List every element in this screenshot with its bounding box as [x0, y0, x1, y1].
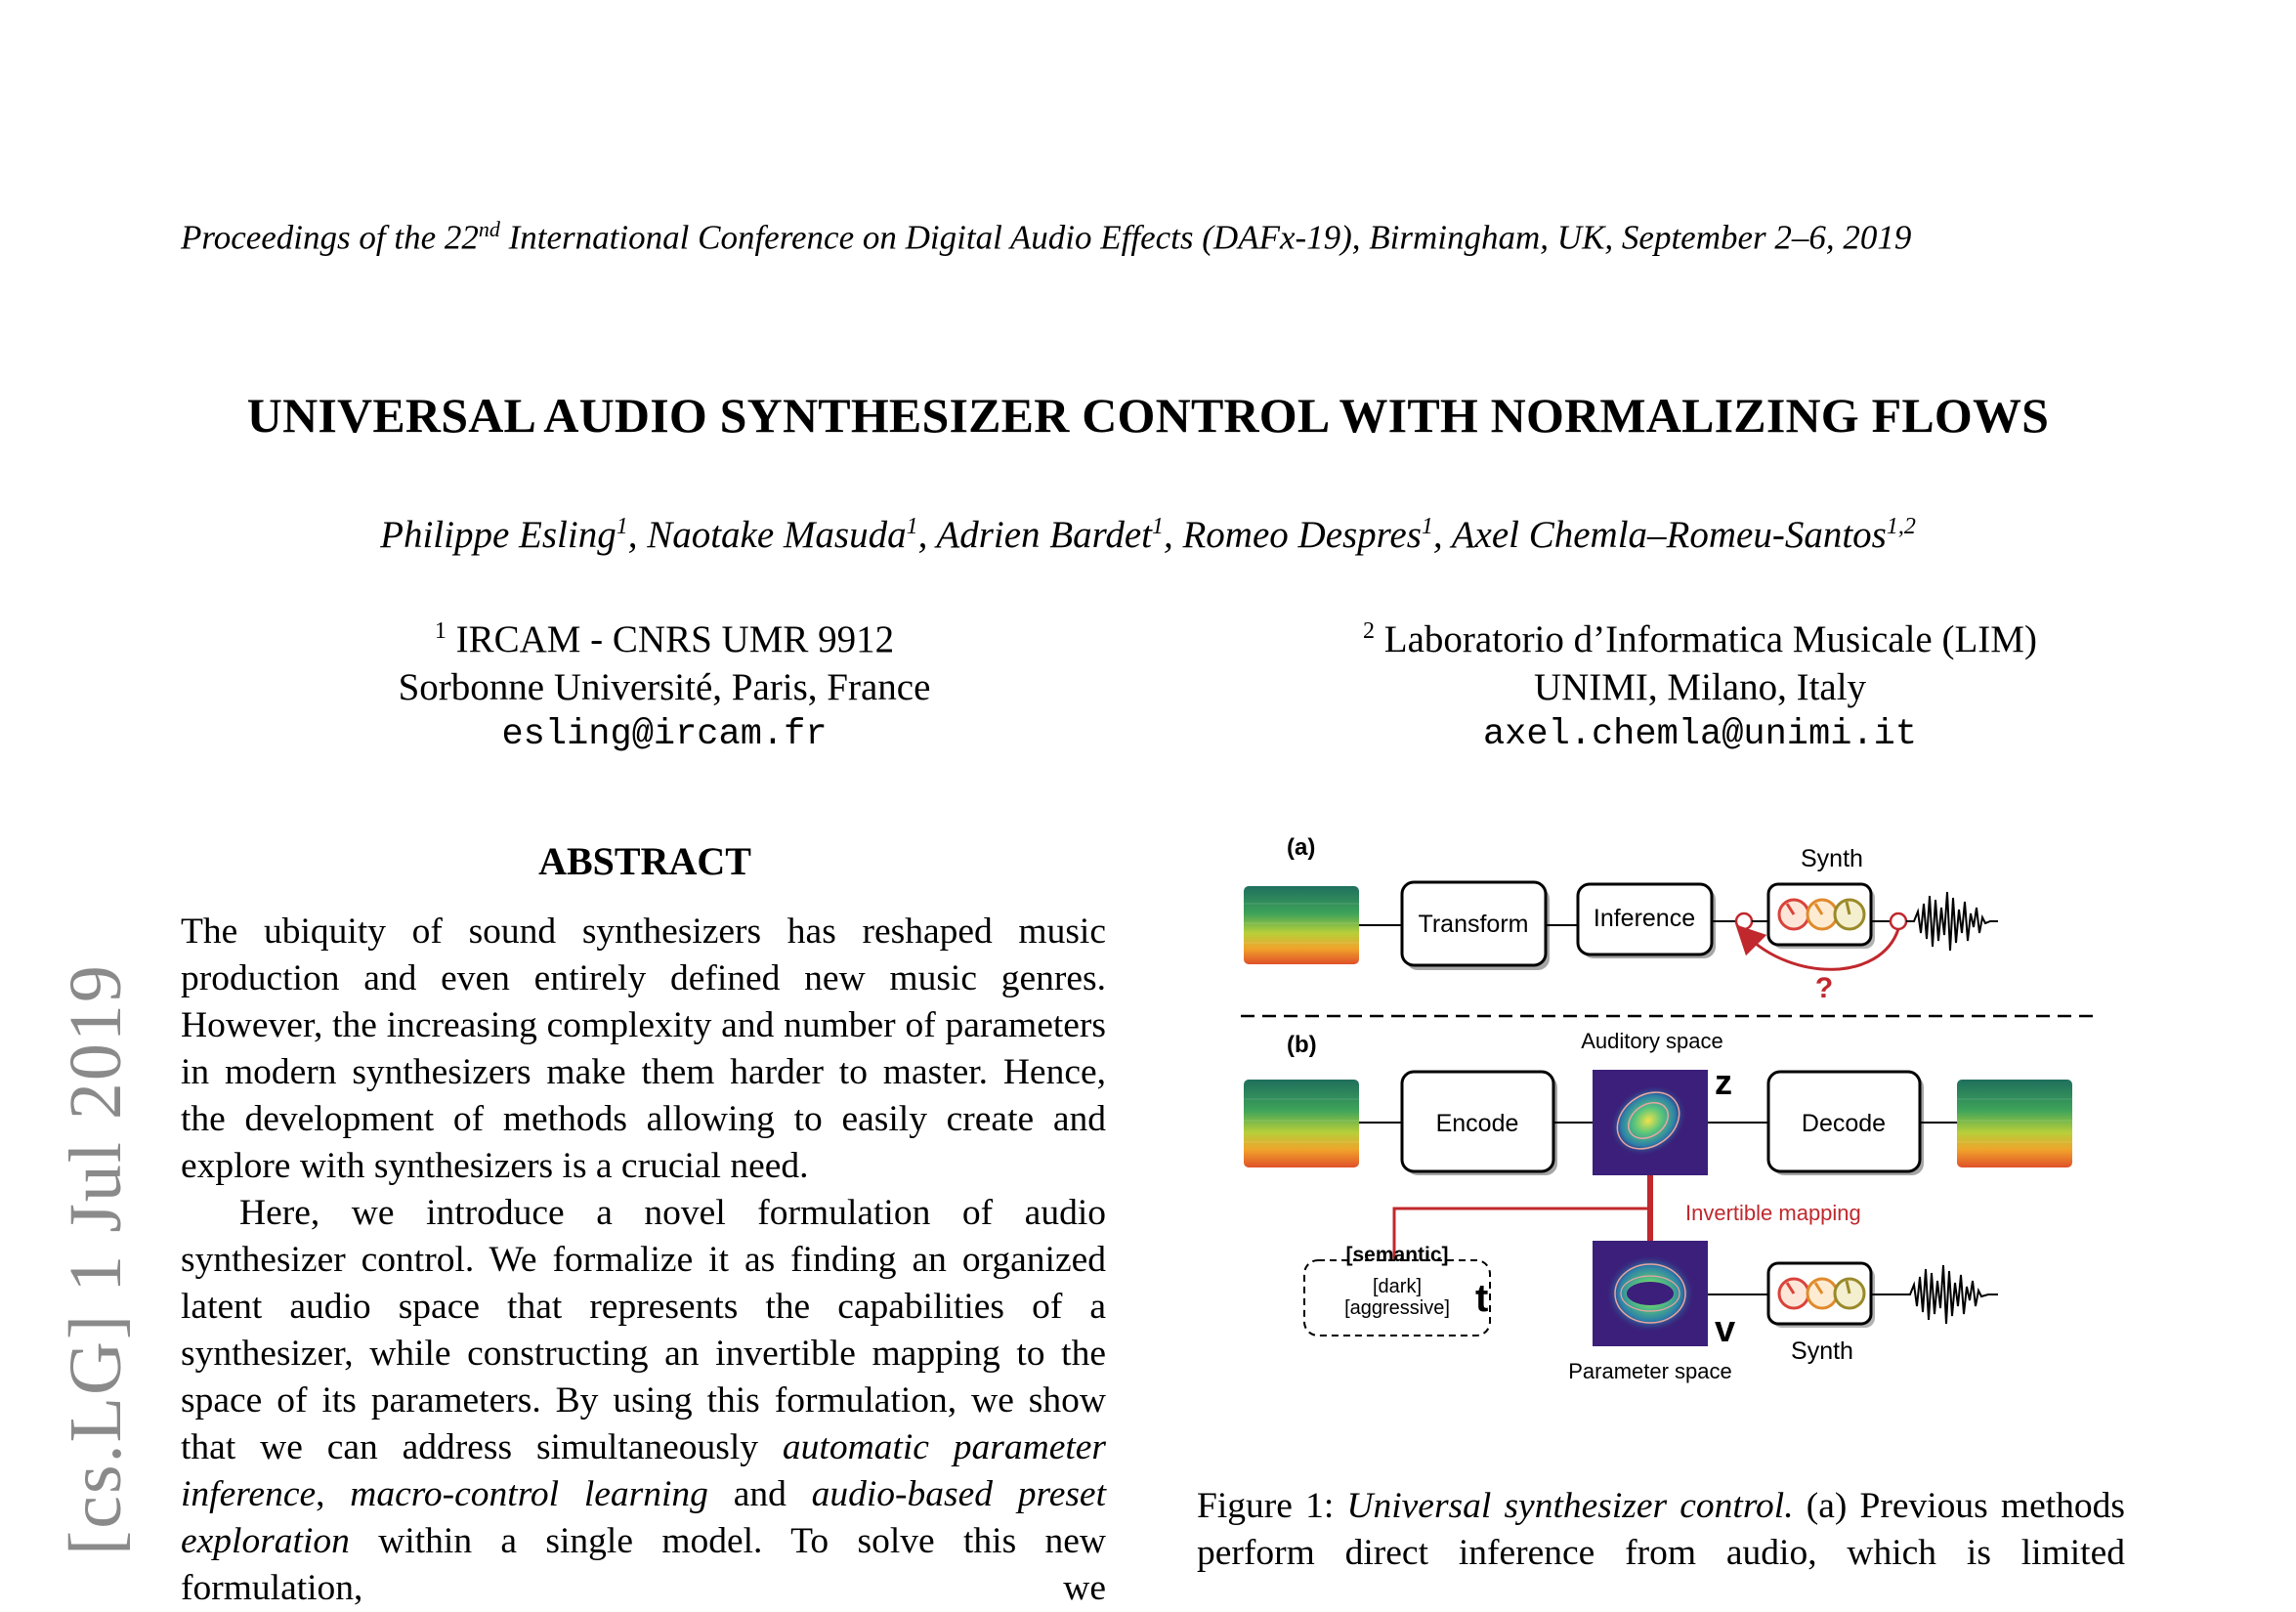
spectrogram-output-b [1957, 1080, 2072, 1167]
svg-text:Encode: Encode [1435, 1110, 1519, 1137]
semantic-tags-box [1304, 1244, 1490, 1336]
figure-caption: Figure 1: Universal synthesizer control. (a) Previous methods perform direct inference from audio, which is limited [1197, 1486, 2125, 1573]
waveform-output-b [1900, 1265, 1998, 1324]
svg-text:[dark]: [dark] [1372, 1276, 1423, 1297]
author: Philippe Esling$^1$, [380, 514, 648, 556]
parameter-space-v [1593, 1241, 1708, 1346]
waveform-output-a [1906, 892, 1998, 951]
parameter-space-label: Parameter space [1568, 1359, 1732, 1383]
paper-title: UNIVERSAL AUDIO SYNTHESIZER CONTROL WITH NORMALIZING FLOWS [246, 388, 2050, 443]
auditory-space-label: Auditory space [1581, 1029, 1723, 1053]
affiliation-2: $^2$ Laboratorio d’Informatica Musicale (LIM) UNIMI, Milano, Italy axel.chemla@unimi.it [1260, 608, 2140, 759]
abstract-paragraph: Here, we introduce a novel formulation of audio synthesizer control. We formalize it as finding an organized latent audio space that represents the capabilities of a synthesizer, while constructing an invertible mapping to the space of its parameters. By using this formulation, we show that we can address simultaneously automatic parameter inference, macro-control learning and audio-based preset exploration within a single model. To solve this new formulation, we [181, 1193, 1106, 1608]
synth-label-bottom: Synth [1791, 1337, 1853, 1365]
svg-text:Transform: Transform [1418, 911, 1529, 938]
author: Naotake Masuda$^1$, [647, 514, 937, 556]
inference-box [1578, 884, 1716, 958]
svg-text:Decode: Decode [1801, 1110, 1887, 1137]
author-list [0, 513, 2296, 557]
svg-text:[semantic]: [semantic] [1345, 1244, 1449, 1266]
encode-box [1402, 1072, 1557, 1175]
email-link[interactable]: esling@ircam.fr [501, 714, 828, 755]
decode-box [1768, 1072, 1924, 1175]
latent-space-z [1593, 1070, 1708, 1175]
panel-a-label: (a) [1287, 834, 1316, 861]
synth-label-top: Synth [1801, 845, 1863, 872]
abstract-paragraph: The ubiquity of sound synthesizers has reshaped music production and even entirely defined new music genres. However, the increasing complexity and number of parameters in modern synthesizers make them harder to master. Hence, the development of methods allowing to easily create and explore with synthesizers is a crucial need. [181, 912, 1106, 1186]
proceedings-header: Proceedings of the 22nd International Conference on Digital Audio Effects (DAFx-19), Birmingham, UK, September 2–6, 2019 [181, 217, 1912, 257]
figure-1 [1226, 826, 2105, 1402]
arxiv-side-stamp: [cs.LG] 1 Jul 2019 [55, 963, 137, 1555]
spectrogram-input-b [1244, 1080, 1359, 1167]
v-symbol: v [1715, 1309, 1736, 1350]
author: Romeo Despres$^1$, [1182, 514, 1452, 556]
affiliation-1: $^1$ IRCAM - CNRS UMR 9912 Sorbonne Université, Paris, France esling@ircam.fr [322, 608, 1006, 759]
invertible-mapping-label: Invertible mapping [1685, 1201, 1861, 1225]
panel-b-label: (b) [1287, 1032, 1317, 1058]
question-mark: ? [1814, 972, 1834, 1004]
author: Axel Chemla–Romeu-Santos$^{1,2}$ [1451, 514, 1916, 556]
t-symbol: t [1475, 1277, 1489, 1320]
synth-knobs-bottom [1768, 1263, 1875, 1328]
svg-text:Inference: Inference [1593, 905, 1696, 932]
abstract-body [181, 909, 1106, 1612]
abstract-heading: ABSTRACT [538, 839, 751, 883]
synth-knobs-top [1768, 884, 1875, 949]
svg-text:[aggressive]: [aggressive] [1344, 1297, 1450, 1319]
transform-box [1402, 882, 1550, 970]
spectrogram-input-a [1244, 886, 1359, 964]
author: Adrien Bardet$^1$, [936, 514, 1183, 556]
email-link[interactable]: axel.chemla@unimi.it [1482, 714, 1918, 755]
z-symbol: z [1715, 1062, 1732, 1102]
